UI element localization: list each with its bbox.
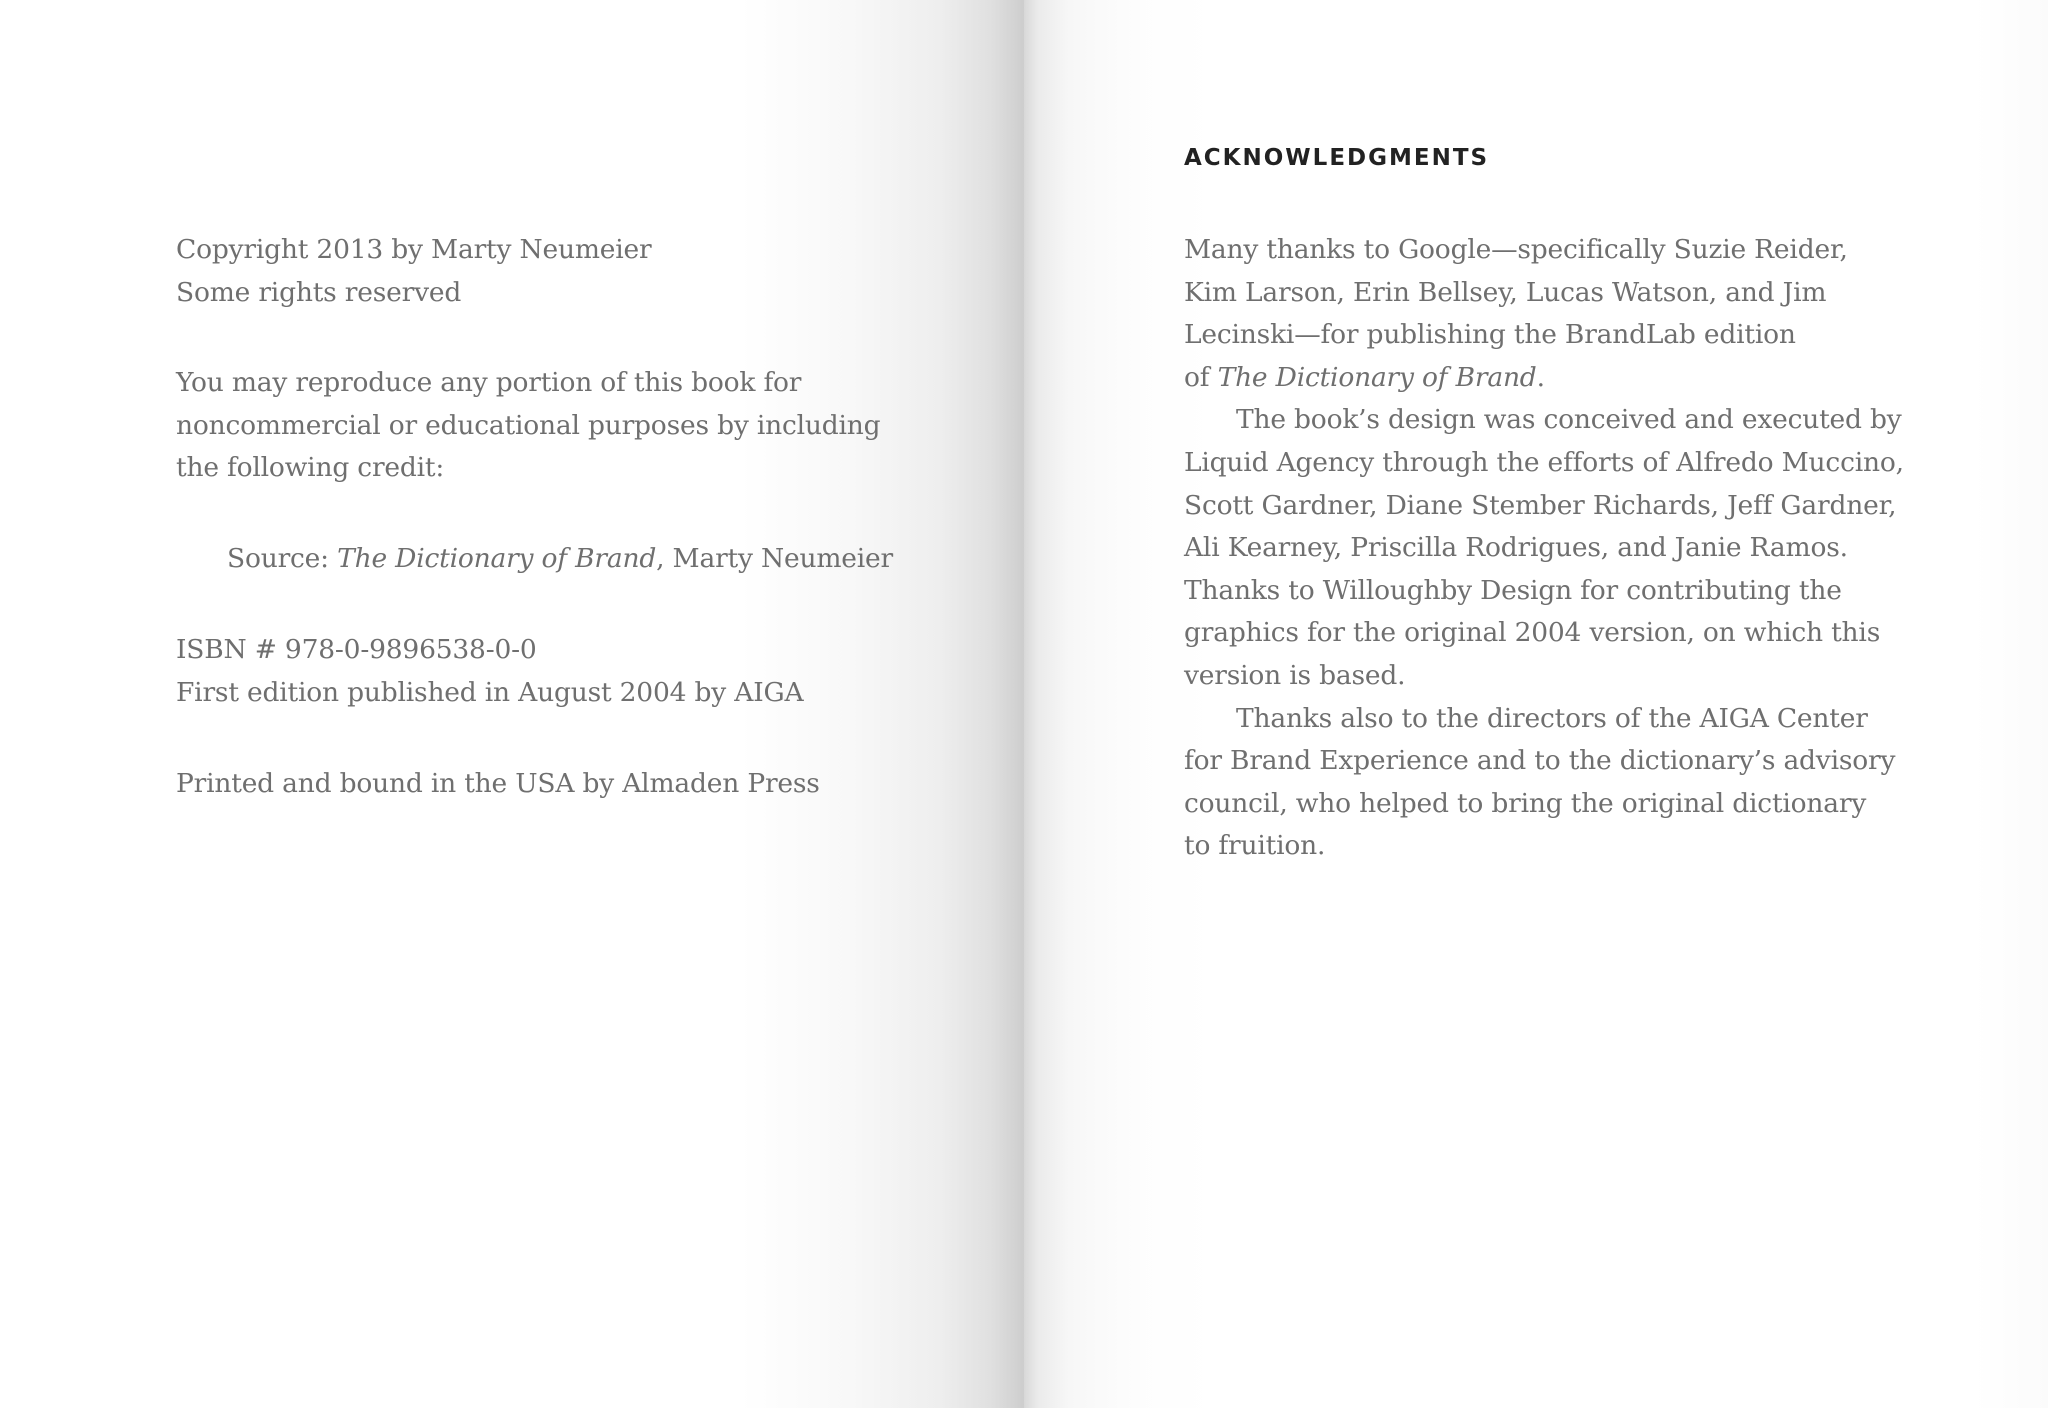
printed-line: Printed and bound in the USA by Almaden Press	[176, 768, 820, 799]
ack-book-title: The Dictionary of Brand	[1217, 361, 1537, 393]
ack-p3-line-3: council, who helped to bring the original dictionary	[1184, 787, 1867, 819]
first-edition-line: First edition published in August 2004 by AIGA	[176, 676, 804, 708]
ack-p2-line-4: Ali Kearney, Priscilla Rodrigues, and Janie Ramos.	[1184, 532, 1848, 564]
copyright-block	[176, 229, 651, 314]
isbn-line: ISBN # 978-0-9896538-0-0	[176, 634, 537, 665]
ack-p1-line-2: Kim Larson, Erin Bellsey, Lucas Watson, and Jim	[1184, 276, 1827, 308]
ack-p2-line-2: Liquid Agency through the efforts of Alfredo Muccino,	[1184, 446, 1904, 478]
reproduce-line-1: You may reproduce any portion of this book for	[176, 367, 802, 398]
source-suffix: , Marty Neumeier	[656, 543, 893, 574]
ack-p1-line-4	[1184, 357, 1904, 400]
acknowledgments-body	[1184, 229, 1904, 868]
reproduce-line-2: noncommercial or educational purposes by including	[176, 409, 881, 441]
ack-p1-line-3: Lecinski—for publishing the BrandLab edition	[1184, 319, 1796, 351]
ack-p1-suffix: .	[1536, 361, 1545, 393]
reproduce-notice	[176, 362, 880, 490]
source-credit-line	[227, 538, 893, 581]
ack-p2-line-6: graphics for the original 2004 version, on which this	[1184, 617, 1881, 649]
source-credit	[227, 538, 893, 581]
isbn-block	[176, 629, 803, 714]
ack-p3-line-1: Thanks also to the directors of the AIGA Center	[1236, 702, 1868, 734]
ack-p2-line-7: version is based.	[1184, 659, 1406, 691]
ack-p2-line-3: Scott Gardner, Diane Stember Richards, Jeff Gardner,	[1184, 489, 1897, 521]
source-prefix: Source:	[227, 543, 338, 574]
ack-p2-line-5: Thanks to Willoughby Design for contributing the	[1184, 574, 1842, 606]
ack-p1-prefix: of	[1184, 361, 1218, 393]
reproduce-line-3: the following credit:	[176, 452, 445, 484]
copyright-line: Copyright 2013 by Marty Neumeier	[176, 234, 652, 265]
printed-block	[176, 763, 820, 806]
acknowledgments-heading: ACKNOWLEDGMENTS	[1184, 145, 1490, 171]
ack-p3-line-2: for Brand Experience and to the dictionary’s advisory	[1184, 745, 1896, 777]
rights-line: Some rights reserved	[176, 276, 462, 308]
source-book-title: The Dictionary of Brand	[337, 543, 657, 574]
ack-p2-line-1: The book’s design was conceived and executed by	[1236, 404, 1902, 436]
ack-p1-line-1: Many thanks to Google—specifically Suzie Reider,	[1184, 234, 1848, 265]
ack-p3-line-4: to fruition.	[1184, 830, 1326, 862]
